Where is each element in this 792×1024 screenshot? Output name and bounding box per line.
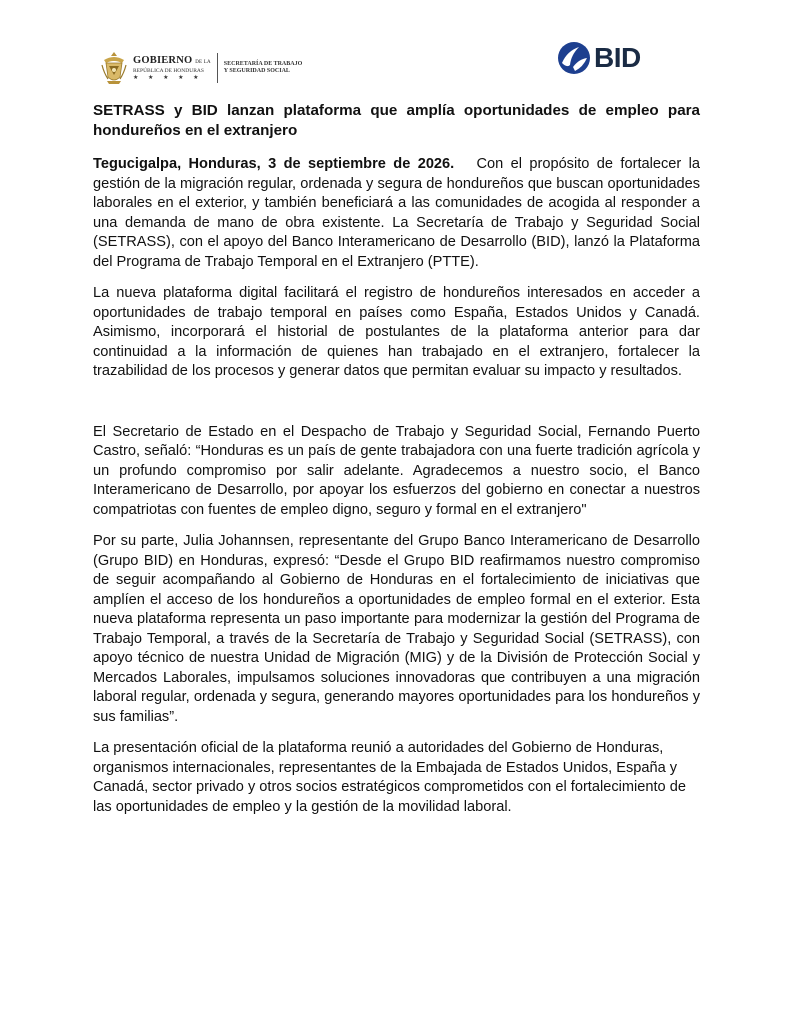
article-title: SETRASS y BID lanzan plataforma que amplía oportunidades de empleo para hondureños en el extranjero: [93, 102, 700, 139]
republic-name: REPÚBLICA DE HONDURAS: [133, 67, 204, 74]
article-body: [93, 101, 700, 817]
ministry-line-1: SECRETARÍA DE TRABAJO: [223, 61, 303, 67]
government-title: [133, 55, 211, 68]
bid-logo: [557, 40, 641, 76]
stars-row: ★ ★ ★ ★ ★: [133, 74, 203, 81]
government-suffix: DE LA: [195, 59, 211, 65]
government-name-block: [133, 53, 218, 83]
paragraph-2: La nueva plataforma digital facilitará el registro de hondureños interesados en acceder a oportunidades de trabajo temporal en países como España, Estados Unidos y Canadá. Asimismo, incorporará el historial de postulantes de la plataforma anterior para dar continuidad a la información de quienes han trabajado en el extranjero, fortalecer la trazabilidad de los procesos y generar datos que permitan evaluar su impacto y resultados.: [93, 285, 700, 379]
government-logo: [100, 50, 302, 86]
paragraph-1-body: Con el propósito de fortalecer la gestión de la migración regular, ordenada y segura de hondureños que buscan oportunidades laborales en el exterior, y también beneficiará a las comunidades de acogida al responder a una demanda de mano de obra existente. La Secretaría de Trabajo y Seguridad Social (SETRASS), con el apoyo del Banco Interamericano de Desarrollo (BID), lanzó la Plataforma del Programa de Trabajo Temporal en el Extranjero (PTTE).: [93, 156, 701, 270]
ministry-line-2: Y SEGURIDAD SOCIAL: [223, 68, 290, 74]
paragraph-3: El Secretario de Estado en el Despacho de Trabajo y Seguridad Social, Fernando Puerto Castro, señaló: “Honduras es un país de gente trabajadora con una fuerte tradición agrícola y un profundo compromiso por salir adelante. Agradecemos a nuestro socio, el Banco Interamericano de Desarrollo, por apoyar los esfuerzos del gobierno en conectar a nuestros compatriotas con fuentes de empleo digno, seguro y formal en el extranjero": [93, 423, 700, 518]
government-word: GOBIERNO: [133, 54, 193, 66]
ministry-name-block: [218, 53, 302, 83]
bid-globe-icon: [557, 41, 591, 75]
paragraph-spacer: [93, 394, 700, 423]
paragraph-1: [93, 155, 700, 272]
paragraph-4: Por su parte, Julia Johannsen, representante del Grupo Banco Interamericano de Desarrollo (Grupo BID) en Honduras, expresó: “Desde el Grupo BID reafirmamos nuestro compromiso de seguir acompañando al Gobierno de Honduras en el fortalecimiento de iniciativas que amplíen el acceso de los hondureños a oportunidades de empleo formal en el exterior. Esta nueva plataforma representa un paso importante para modernizar la gestión del Programa de Trabajo Temporal, a través de la Secretaría de Trabajo y Seguridad Social (SETRASS), con apoyo técnico de nuestra Unidad de Migración (MIG) y de la División de Protección Social y Mercados Laborales, impulsamos soluciones innovadoras que contribuyen a una migración laboral regular, ordenada y segura, generando mayores oportunidades para los hondureños y sus familias”.: [93, 533, 700, 725]
dateline: Tegucigalpa, Honduras, 3 de septiembre de 2026.: [93, 156, 455, 172]
honduras-coat-of-arms-icon: [100, 51, 128, 85]
bid-wordmark: BID: [594, 42, 641, 73]
paragraph-5: La presentación oficial de la plataforma reunió a autoridades del Gobierno de Honduras, organismos internacionales, representantes de la Embajada de Estados Unidos, España y Canadá, sector privado y otros socios estratégicos comprometidos con el fortalecimiento de las oportunidades de empleo y la gestión de la movilidad laboral.: [93, 740, 686, 815]
